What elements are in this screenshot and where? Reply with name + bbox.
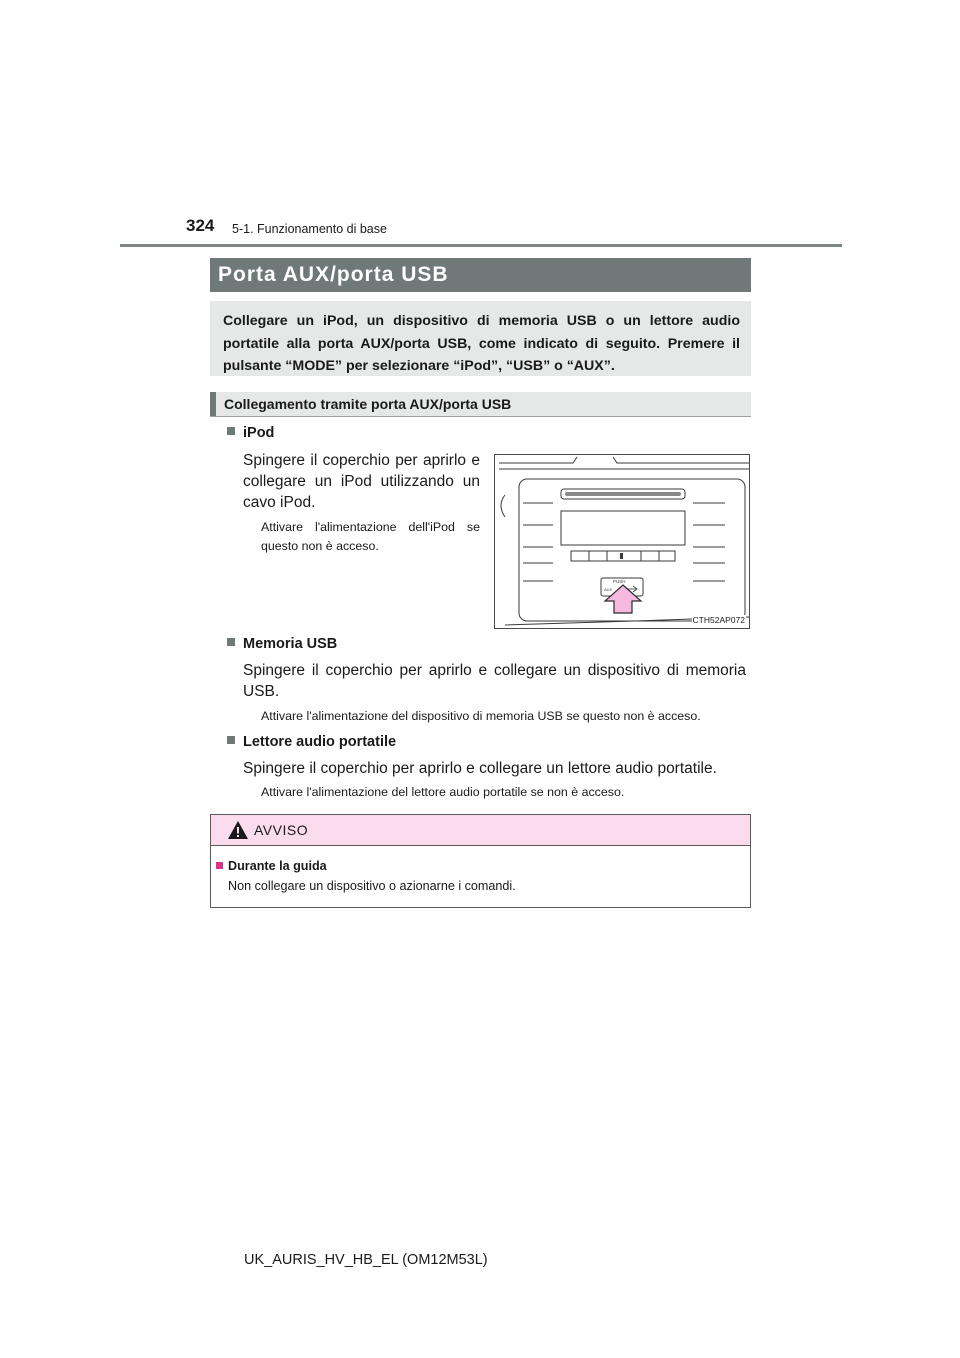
section-label: 5-1. Funzionamento di base (232, 222, 387, 236)
intro-text: Collegare un iPod, un dispositivo di memoria USB o un lettore audio portatile alla porta AUX/porta USB, come indicato di seguito. Premere il pulsante “MODE” per selezionare “iPod”, “USB” o “AUX”. (223, 313, 740, 374)
header-divider (120, 244, 842, 247)
item-heading-usb (227, 636, 337, 652)
audio-unit-figure (494, 454, 750, 629)
push-label: PUSH (613, 579, 626, 584)
intro-box (210, 301, 751, 376)
footer-code: UK_AURIS_HV_HB_EL (OM12M53L) (244, 1252, 488, 1268)
aux-label: AUX (604, 587, 613, 592)
subsection-divider (210, 416, 751, 417)
warning-text: Non collegare un dispositivo o azionarne i comandi. (228, 879, 516, 893)
item-note-ipod: Attivare l'alimentazione dell'iPod se questo non è acceso. (261, 520, 480, 553)
warning-subheading-label: Durante la guida (228, 859, 327, 873)
item-body-portable: Spingere il coperchio per aprirlo e collegare un lettore audio portatile. (243, 760, 717, 777)
warning-title: AVVISO (254, 822, 309, 838)
item-heading-ipod (227, 425, 274, 441)
item-heading-label: Lettore audio portatile (243, 734, 397, 750)
item-heading-label: iPod (243, 425, 275, 441)
page-number: 324 (186, 216, 215, 235)
item-body-ipod: Spingere il coperchio per aprirlo e collegare un iPod utilizzando un cavo iPod. (243, 452, 480, 511)
square-bullet-icon (227, 638, 235, 646)
square-bullet-icon (227, 427, 235, 435)
figure-code: CTH52AP072 (692, 615, 745, 625)
item-body-usb: Spingere il coperchio per aprirlo e collegare un dispositivo di memoria USB. (243, 662, 746, 700)
item-note-usb: Attivare l'alimentazione del dispositivo di memoria USB se questo non è acceso. (261, 709, 701, 723)
warning-subheading (216, 859, 327, 873)
item-heading-label: Memoria USB (243, 636, 338, 652)
warning-triangle-icon (227, 820, 249, 840)
audio-unit-illustration (495, 455, 751, 630)
square-bullet-icon (227, 736, 235, 744)
item-heading-portable (227, 734, 396, 750)
page-title: Porta AUX/porta USB (210, 258, 751, 292)
square-bullet-icon (216, 862, 223, 869)
warning-header (211, 815, 750, 846)
subsection-heading: Collegamento tramite porta AUX/porta USB (210, 392, 751, 416)
warning-box (210, 814, 751, 908)
item-note-portable: Attivare l'alimentazione del lettore audio portatile se non è acceso. (261, 785, 625, 799)
